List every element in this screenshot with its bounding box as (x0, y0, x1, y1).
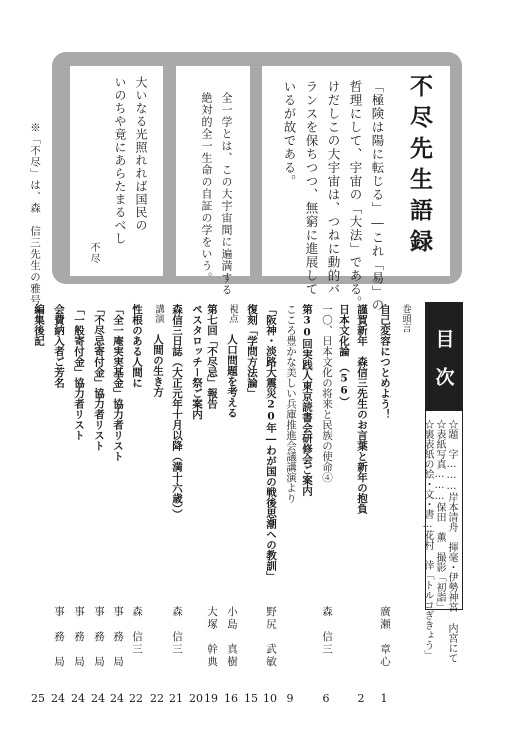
toc-entry-page: 2 (357, 692, 365, 705)
toc-entry-page: 21 (169, 692, 183, 705)
toc-entry-title: ペスタロッチー祭ご案内 (191, 304, 203, 420)
toc-entry-author: 森 信三 (321, 606, 333, 656)
toc-entry-page: 6 (322, 692, 330, 705)
zenichi-line-2: 絶対的全一生命の自証の学をいう。 (200, 92, 213, 284)
toc-heading: 目 次 (432, 328, 455, 386)
toc-section-label: 視点 (227, 304, 238, 323)
quote-panel (52, 52, 462, 312)
main-quote-line-2: 哲理にして、宇宙の「大法」である。 (348, 80, 363, 310)
credit-title-calligraphy: ☆題 字………岸本清舟 揮毫・伊勢神宮 内宮にて (446, 419, 457, 663)
toc-entry[interactable] (32, 304, 47, 346)
toc-entry-title: 日本文化論 （56） (338, 304, 350, 407)
poem-line-2: いのちや竟にあらたまるべし (113, 76, 127, 245)
toc-entry[interactable] (225, 334, 240, 418)
signature: 不尽 (88, 242, 99, 264)
main-quote-line-5: いるが故である。 (282, 80, 297, 188)
toc-entry-author: 事 務 局 (73, 606, 85, 669)
toc-entry-subtitle: 一〇、日本文化の将来と民族の使命④ (321, 304, 333, 483)
toc-header (422, 302, 463, 663)
quote-card-zenichi (176, 66, 250, 296)
toc-entry-page: 24 (110, 692, 124, 705)
zenichi-line-1: 全一学とは、この大宇宙間に遍満する (220, 92, 233, 296)
poem-line-1: 大いなる光照れれば国民の (134, 76, 148, 232)
toc-entry[interactable] (151, 334, 166, 397)
toc-entry[interactable] (300, 304, 315, 496)
toc-entry-title: 第30回実践人東京読書会研修会ご案内 (301, 304, 313, 496)
toc-entry[interactable] (205, 304, 220, 409)
toc-entry-title: 自己変容につとめよう！ (379, 304, 391, 420)
toc-entry-title: 性根のある人間に (131, 304, 143, 388)
quote-card-poem (70, 66, 163, 276)
main-quote-line-1: 「極険は陽に転じる」―これ「易」の (370, 80, 385, 312)
toc-entry-title: 復刻「学問方法論」 (246, 304, 258, 399)
toc-entry-title: 謹賀新年 森信三先生のお言葉と新年の抱負 (356, 304, 368, 514)
toc-entry[interactable] (245, 304, 260, 399)
toc-entry-page: 22 (129, 692, 143, 705)
toc-entry-title: 「不尽忌寄付金」協力者リスト (93, 304, 105, 451)
toc-entry-title: 「全一庵実実基金」協力者リスト (112, 304, 124, 462)
toc-section-label: 講演 (153, 304, 164, 323)
toc-entry-title: 森信三日誌（大正元年十月以降（満十六歳）） (171, 304, 183, 520)
toc-entry-page: 20 (189, 692, 203, 705)
toc-entry-title: 編集後記 (33, 304, 45, 346)
toc-entry-author: 大塚 幹典 (206, 606, 218, 669)
toc-entry-page: 15 (244, 692, 258, 705)
toc-entry[interactable] (52, 304, 67, 388)
toc-entry-author: 事 務 局 (53, 606, 65, 669)
toc-entry-title: 会費納入者ご芳名 (53, 304, 65, 388)
toc-entry[interactable] (170, 304, 185, 519)
toc-entry[interactable] (111, 304, 126, 462)
toc-entry-title: 人間の生き方 (152, 334, 164, 397)
main-quote-line-3: けだしこの大宇宙は、つねに動的バ (326, 80, 341, 296)
toc-entry-page: 24 (91, 692, 105, 705)
toc-credits (421, 419, 457, 663)
toc-entry-subtitle: こころ豊かな美しい兵庫推進会議講演より (285, 304, 297, 504)
toc-entry[interactable] (190, 304, 205, 420)
toc-entry[interactable] (337, 304, 352, 407)
toc-entry[interactable] (378, 304, 393, 420)
toc-entry-page: 24 (51, 692, 65, 705)
toc-entry-page: 24 (71, 692, 85, 705)
main-quote-line-4: ランスを保ちつつ、無窮に進展して (304, 80, 319, 296)
toc-entry-title: 「阪神・淡路大震災20年―わが国の戦後思潮への教訓」 (265, 304, 277, 582)
toc-entry[interactable] (72, 304, 87, 441)
toc-entry-title: 「一般寄付金」協力者リスト (73, 304, 85, 441)
toc-entry-author: 廣瀬 章心 (379, 606, 391, 669)
toc-entry-page: 16 (224, 692, 238, 705)
toc-entry-page: 25 (31, 692, 45, 705)
toc-entry-title: 人口問題を考える (226, 334, 238, 418)
credit-back-cover: ☆裏表紙の絵・文・書…花村 涬「トルコぎきょう」 (422, 419, 433, 660)
toc-entry[interactable] (264, 304, 279, 582)
toc-section-label: 巻頭言 (400, 304, 411, 333)
toc-entry-author: 森 信三 (131, 606, 143, 656)
toc-entry-author: 小島 真樹 (226, 606, 238, 669)
toc-entry-page: 19 (204, 692, 218, 705)
toc-entry-title: 第七回「不尽忌」報告 (206, 304, 218, 409)
toc-entry[interactable] (92, 304, 107, 451)
toc-entry-author: 森 信三 (171, 606, 183, 656)
toc-entry-page: 22 (150, 692, 164, 705)
quote-card-main (262, 66, 450, 312)
toc-entry[interactable] (130, 304, 145, 388)
toc-entry-author: 事 務 局 (93, 606, 105, 669)
toc-entry-author: 野尻 武敏 (265, 606, 277, 669)
toc-entry-author: 事 務 局 (112, 606, 124, 669)
page-title: 不尽先生語録 (406, 74, 433, 260)
toc-entry-page: 9 (286, 692, 294, 705)
toc-entry-page: 10 (263, 692, 277, 705)
footnote: ※「不尽」は、森 信三先生の雅号。 (29, 122, 41, 318)
toc-entry[interactable] (355, 304, 370, 514)
toc-entry-page: 1 (380, 692, 388, 705)
credit-cover-photo: ☆表紙写真………保田 薫 撮影「初詣」 (434, 419, 445, 612)
